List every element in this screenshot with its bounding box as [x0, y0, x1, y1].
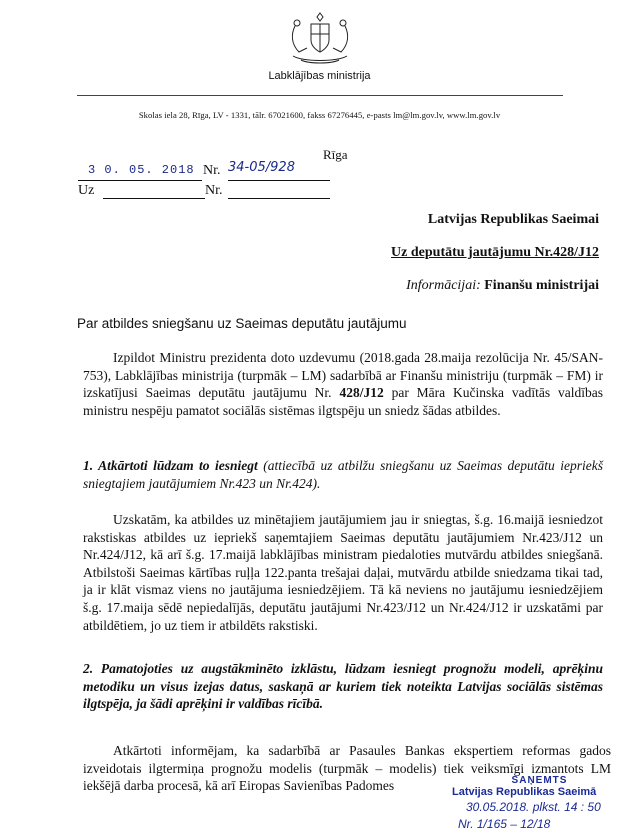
recipient-reference: Uz deputātu jautājumu Nr.428/J12: [391, 245, 599, 260]
uz-underline: [103, 198, 205, 199]
recipient-main: Latvijas Republikas Saeimai: [427, 212, 599, 227]
date-underline: [78, 180, 202, 181]
city-label: Rīga: [323, 147, 348, 162]
number-label: Nr.: [203, 163, 221, 178]
request-item-2: 2. Pamatojoties uz augstākminēto izklāstu, lūdzam iesniegt prognožu modeli, aprēķinu metodiku un visus izejas datus, saskaņā ar kuriem tiek noteikta Latvijas sociālās sistēmas ilgtspēja, ja šādi aprēķini ir valdības rīcībā.: [83, 661, 603, 712]
document-date: 3 0. 05. 2018: [88, 163, 195, 177]
request-item-1: [83, 457, 603, 492]
header-divider: [77, 95, 563, 96]
stamp-title: SAŅEMTS: [511, 775, 568, 786]
letter-subject: Par atbildes sniegšanu uz Saeimas deputātu jautājumu: [77, 316, 407, 331]
reply-number-underline: [228, 198, 330, 199]
request-item-1-text: (attiecībā uz atbilžu sniegšanu uz Saeimas deputātu iepriekš sniegtajiem jautājumiem Nr.423 un Nr.424).: [83, 458, 603, 491]
reply-number-label: Nr.: [205, 183, 223, 198]
paragraph-answer-1: Uzskatām, ka atbildes uz minētajiem jautājumiem jau ir sniegtas, š.g. 16.maijā iesniedzot rakstiskas atbildes uz iepriekš saņemtajiem Saeimas deputātu jautājumiem Nr.423/J12 un Nr.424/J12, kā arī š.g. 17.maijā labklājības ministram piedaloties mutvārdu atbildes sniegšanā. Atbilstoši Saeimas kārtības ruļļa 122.panta trešajai daļai, mutvārdu atbilde sniedzama tikai tad, ja ir klāt vismaz viens no jautājuma iesniedzējiem. Tā kā neviens no jautājumu iesniedzējiem š.g. 17.maija sēdē nepiedalījās, deputātu jautājumi Nr.423/J12 un Nr.424/J12 ir uzskatāmi par atbildētiem, jo uz tiem ir atbildēts rakstiski.: [83, 512, 603, 633]
received-stamp: [452, 775, 627, 835]
ministry-address: Skolas iela 28, Rīga, LV - 1331, tālr. 67021600, fakss 67276445, e-pasts lm@lm.gov.lv, www.lm.gov.lv: [138, 110, 501, 120]
paragraph-intro-text: Izpildot Ministru prezidenta doto uzdevumu (2018.gada 28.maija rezolūcija Nr. 45/SAN-753), Labklājības ministrija (turpmāk – LM) sadarbībā ar Finanšu ministriju (turpmāk – FM) ir izskatījusi Saeimas deputātu jautājumu Nr.: [83, 350, 603, 401]
paragraph-intro-end: par Māra Kučinska vadītās valdības ministru nespēju pamatot sociālās sistēmas ilgtspēju un sniedz šādas atbildes.: [83, 385, 603, 418]
number-underline: [228, 180, 330, 181]
uz-label: Uz: [78, 183, 95, 198]
info-value: Finanšu ministrijai: [484, 278, 599, 293]
paragraph-answer-2: Atkārtoti informējam, ka sadarbībā ar Pasaules Bankas ekspertiem reformas gados izveidotais ilgtermiņa prognožu modelis (turpmāk – modelis) tiek veiksmīgi izmantots LM iekšējā darba procesā, kā arī Eiropas Savienības Padomes: [83, 743, 611, 794]
question-number: 428/J12: [339, 385, 384, 401]
stamp-organization: Latvijas Republikas Saeimā: [452, 786, 597, 798]
recipient-info: [406, 278, 599, 294]
request-item-1-title: 1. Atkārtoti lūdzam to iesniegt: [83, 458, 258, 473]
document-number: 34-05/928: [228, 160, 295, 175]
coat-of-arms-emblem: [283, 10, 357, 68]
stamp-number: Nr. 1/165 – 12/18: [458, 817, 551, 831]
paragraph-intro: [83, 349, 603, 419]
ministry-name: Labklājības ministrija: [268, 70, 371, 82]
info-label: Informācijai:: [406, 278, 481, 293]
stamp-date: 30.05.2018. plkst. 14 : 50: [466, 800, 601, 814]
